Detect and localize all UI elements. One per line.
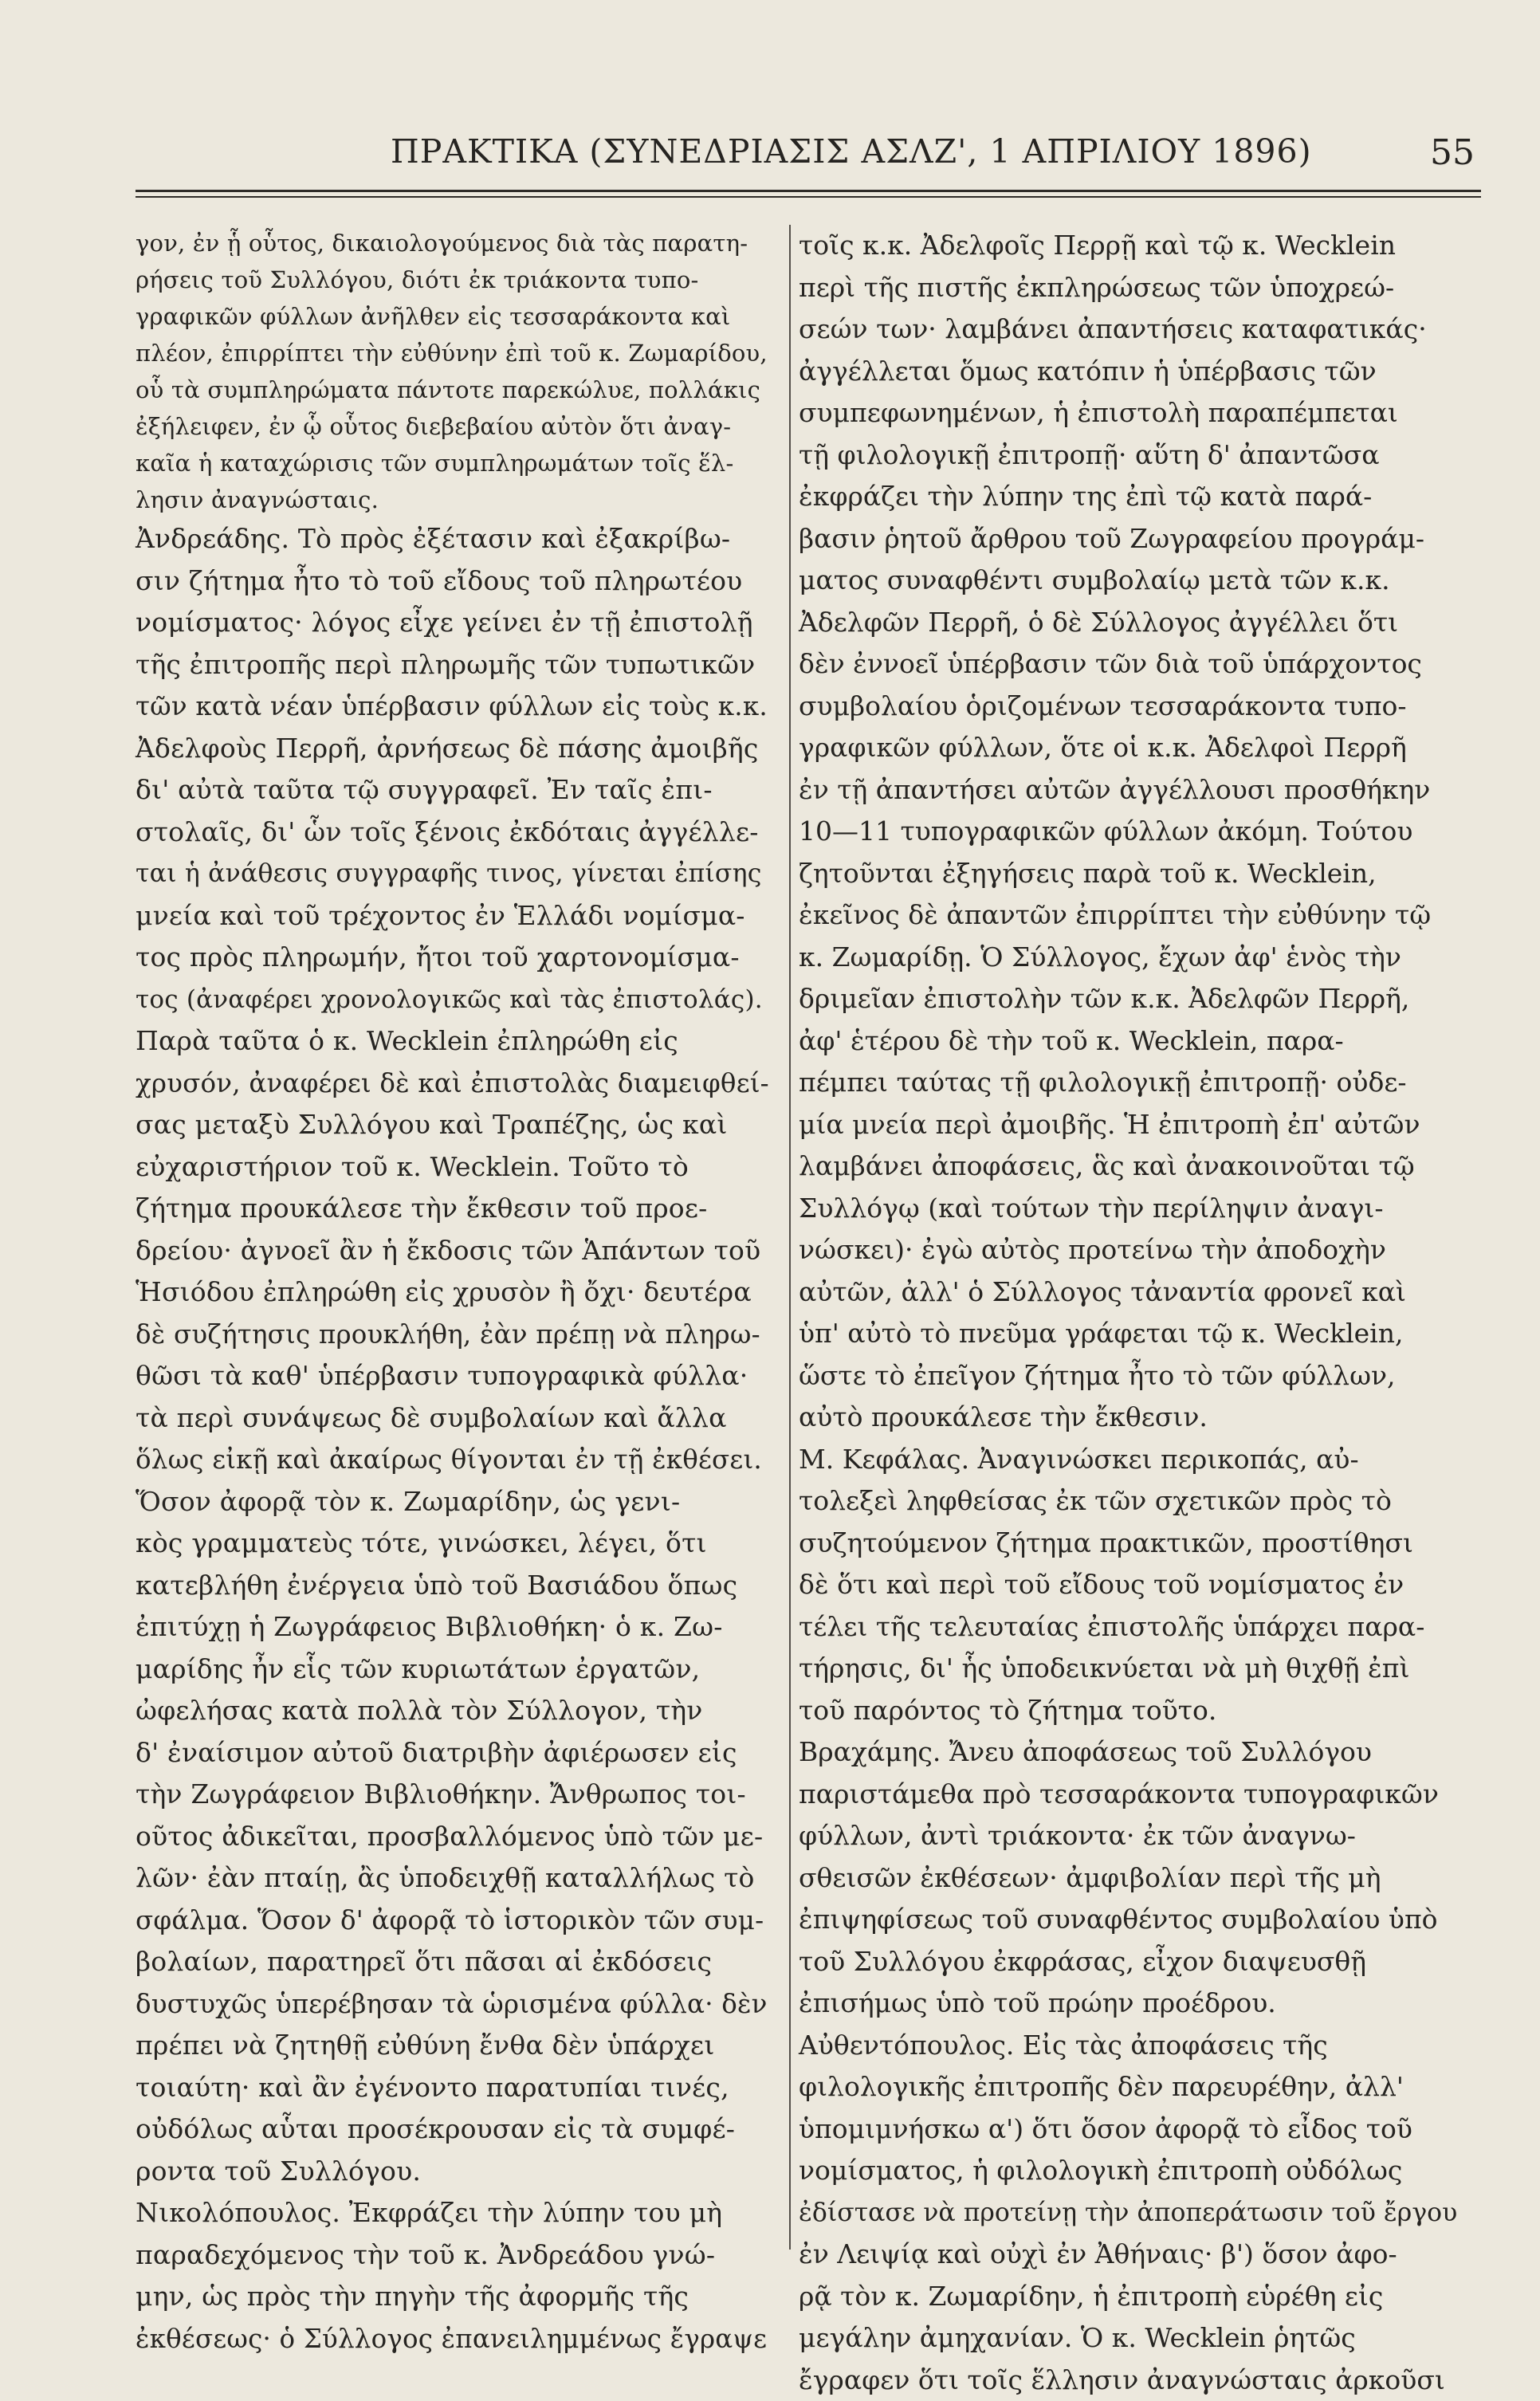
text-line: ται ἡ ἀνάθεσις συγγραφῆς τινος, γίνεται ἐπίσης — [136, 853, 769, 895]
text-line: Βραχάμης. Ἄνευ ἀποφάσεως τοῦ Συλλόγου — [799, 1731, 1460, 1774]
text-line: ἐπιψηφίσεως τοῦ συναφθέντος συμβολαίου ὑπὸ — [799, 1899, 1460, 1941]
text-line: ἐν Λειψίᾳ καὶ οὐχὶ ἐν Ἀθήναις· β') ὅσον ἀφο- — [799, 2234, 1460, 2276]
text-line: ἐκεῖνος δὲ ἀπαντῶν ἐπιρρίπτει τὴν εὐθύνην τῷ — [799, 894, 1460, 937]
text-line: τῶν κατὰ νέαν ὑπέρβασιν φύλλων εἰς τοὺς κ.κ. — [136, 686, 769, 728]
text-line: μην, ὡς πρὸς τὴν πηγὴν τῆς ἀφορμῆς τῆς — [136, 2276, 769, 2318]
text-line: πλέον, ἐπιρρίπτει τὴν εὐθύνην ἐπὶ τοῦ κ. Ζωμαρίδου, — [136, 335, 769, 371]
text-line: ὠφελήσας κατὰ πολλὰ τὸν Σύλλογον, τὴν — [136, 1690, 769, 1732]
text-line: τῇ φιλολογικῇ ἐπιτροπῇ· αὕτη δ' ἀπαντῶσα — [799, 434, 1460, 477]
left-column — [136, 225, 769, 2360]
text-line: νομίσματος· λόγος εἶχε γείνει ἐν τῇ ἐπιστολῇ — [136, 602, 769, 644]
text-line: τοῦ Συλλόγου ἐκφράσας, εἶχον διαψευσθῇ — [799, 1941, 1460, 1983]
text-line: ρήσεις τοῦ Συλλόγου, διότι ἐκ τριάκοντα τυπο- — [136, 261, 769, 298]
header-rule-thin — [136, 196, 1481, 198]
text-line: τολεξεὶ ληφθείσας ἐκ τῶν σχετικῶν πρὸς τὸ — [799, 1480, 1460, 1523]
text-line: ρᾷ τὸν κ. Ζωμαρίδην, ἡ ἐπιτροπὴ εὑρέθη εἰς — [799, 2276, 1460, 2318]
text-line: ἐν τῇ ἀπαντήσει αὐτῶν ἀγγέλλουσι προσθήκην — [799, 769, 1460, 811]
text-line: τὰ περὶ συνάψεως δὲ συμβολαίων καὶ ἄλλα — [136, 1397, 769, 1440]
text-line: λησιν ἀναγνώσταις. — [136, 481, 769, 518]
text-line: Ὅσον ἀφορᾷ τὸν κ. Ζωμαρίδην, ὡς γενι- — [136, 1481, 769, 1523]
text-line: Ἀδελφῶν Περρῆ, ὁ δὲ Σύλλογος ἀγγέλλει ὅτι — [799, 602, 1460, 644]
text-line: ἐκθέσεως· ὁ Σύλλογος ἐπανειλημμένως ἔγραψε — [136, 2318, 769, 2360]
text-line: σεών των· λαμβάνει ἀπαντήσεις καταφατικάς· — [799, 308, 1460, 351]
text-line: ζήτημα προυκάλεσε τὴν ἔκθεσιν τοῦ προε- — [136, 1188, 769, 1230]
header-rule-thick — [136, 190, 1481, 192]
text-line: νομίσματος, ἡ φιλολογικὴ ἐπιτροπὴ οὐδόλως — [799, 2150, 1460, 2192]
text-line: δριμεῖαν ἐπιστολὴν τῶν κ.κ. Ἀδελφῶν Περρῆ, — [799, 978, 1460, 1020]
text-line: φύλλων, ἀντὶ τριάκοντα· ἐκ τῶν ἀναγνω- — [799, 1815, 1460, 1857]
text-line: Συλλόγῳ (καὶ τούτων τὴν περίληψιν ἀναγι- — [799, 1188, 1460, 1230]
text-line: λαμβάνει ἀποφάσεις, ἃς καὶ ἀνακοινοῦται τῷ — [799, 1145, 1460, 1188]
text-line: σθεισῶν ἐκθέσεων· ἀμφιβολίαν περὶ τῆς μὴ — [799, 1857, 1460, 1900]
text-line: τος πρὸς πληρωμήν, ἤτοι τοῦ χαρτονομίσμα- — [136, 937, 769, 979]
text-line: βολαίων, παρατηρεῖ ὅτι πᾶσαι αἱ ἐκδόσεις — [136, 1941, 769, 1983]
text-line: σιν ζήτημα ἦτο τὸ τοῦ εἴδους τοῦ πληρωτέου — [136, 560, 769, 603]
text-line: ἀγγέλλεται ὅμως κατόπιν ἡ ὑπέρβασις τῶν — [799, 351, 1460, 393]
text-line: ζητοῦνται ἐξηγήσεις παρὰ τοῦ κ. Wecklein, — [799, 853, 1460, 895]
text-line: ἀφ' ἑτέρου δὲ τὴν τοῦ κ. Wecklein, παρα- — [799, 1020, 1460, 1063]
text-line: συζητούμενον ζήτημα πρακτικῶν, προστίθησι — [799, 1523, 1460, 1565]
text-line: τοιαύτη· καὶ ἂν ἐγένοντο παρατυπίαι τινές, — [136, 2067, 769, 2109]
text-line: κὸς γραμματεὺς τότε, γινώσκει, λέγει, ὅτι — [136, 1523, 769, 1565]
text-line: παραδεχόμενος τὴν τοῦ κ. Ἀνδρεάδου γνώ- — [136, 2234, 769, 2277]
page-number: 55 — [1430, 132, 1475, 173]
text-line: Νικολόπουλος. Ἐκφράζει τὴν λύπην του μὴ — [136, 2192, 769, 2234]
text-line: δυστυχῶς ὑπερέβησαν τὰ ὡρισμένα φύλλα· δὲν — [136, 1983, 769, 2026]
text-line: ματος συναφθέντι συμβολαίῳ μετὰ τῶν κ.κ. — [799, 560, 1460, 602]
text-line: Αὐθεντόπουλος. Εἰς τὰς ἀποφάσεις τῆς — [799, 2025, 1460, 2067]
text-line: παριστάμεθα πρὸ τεσσαράκοντα τυπογραφικῶν — [799, 1774, 1460, 1816]
text-line: Ἡσιόδου ἐπληρώθη εἰς χρυσὸν ἢ ὄχι· δευτέρα — [136, 1271, 769, 1314]
text-line: βασιν ῥητοῦ ἄρθρου τοῦ Ζωγραφείου προγράμ- — [799, 518, 1460, 560]
text-line: ὑπ' αὐτὸ τὸ πνεῦμα γράφεται τῷ κ. Wecklein, — [799, 1313, 1460, 1355]
text-line: μαρίδης ἦν εἷς τῶν κυριωτάτων ἐργατῶν, — [136, 1648, 769, 1691]
text-line: οὐδόλως αὗται προσέκρουσαν εἰς τὰ συμφέ- — [136, 2108, 769, 2151]
text-line: θῶσι τὰ καθ' ὑπέρβασιν τυπογραφικὰ φύλλα· — [136, 1355, 769, 1397]
text-line: φιλολογικῆς ἐπιτροπῆς δὲν παρευρέθην, ἀλλ' — [799, 2066, 1460, 2108]
right-column — [799, 225, 1460, 2401]
text-line: συμπεφωνημένων, ἡ ἐπιστολὴ παραπέμπεται — [799, 392, 1460, 434]
text-line: ὑπομιμνήσκω α') ὅτι ὅσον ἀφορᾷ τὸ εἶδος τοῦ — [799, 2108, 1460, 2151]
text-line: τοῦ παρόντος τὸ ζήτημα τοῦτο. — [799, 1690, 1460, 1732]
text-line: χρυσόν, ἀναφέρει δὲ καὶ ἐπιστολὰς διαμειφθεί- — [136, 1063, 769, 1105]
text-line: οὗ τὰ συμπληρώματα πάντοτε παρεκώλυε, πολλάκις — [136, 371, 769, 408]
text-line: δὲν ἐννοεῖ ὑπέρβασιν τῶν διὰ τοῦ ὑπάρχοντος — [799, 643, 1460, 686]
text-line: μνεία καὶ τοῦ τρέχοντος ἐν Ἑλλάδι νομίσμα- — [136, 895, 769, 937]
text-line: αὐτῶν, ἀλλ' ὁ Σύλλογος τἀναντία φρονεῖ καὶ — [799, 1271, 1460, 1314]
text-line: σας μεταξὺ Συλλόγου καὶ Τραπέζης, ὡς καὶ — [136, 1104, 769, 1146]
text-line: συμβολαίου ὁριζομένων τεσσαράκοντα τυπο- — [799, 686, 1460, 728]
text-line: ροντα τοῦ Συλλόγου. — [136, 2151, 769, 2193]
text-line: μεγάλην ἀμηχανίαν. Ὁ κ. Wecklein ῥητῶς — [799, 2317, 1460, 2360]
text-line: πέμπει ταύτας τῇ φιλολογικῇ ἐπιτροπῇ· οὐδε- — [799, 1062, 1460, 1104]
text-line: Μ. Κεφάλας. Ἀναγινώσκει περικοπάς, αὐ- — [799, 1439, 1460, 1481]
text-line: ὅλως εἰκῇ καὶ ἀκαίρως θίγονται ἐν τῇ ἐκθέσει. — [136, 1439, 769, 1481]
text-line: ὥστε τὸ ἐπεῖγον ζήτημα ἦτο τὸ τῶν φύλλων, — [799, 1355, 1460, 1397]
text-line: Ἀνδρεάδης. Τὸ πρὸς ἐξέτασιν καὶ ἐξακρίβω- — [136, 518, 769, 560]
text-line: δ' ἐναίσιμον αὐτοῦ διατριβὴν ἀφιέρωσεν εἰς — [136, 1732, 769, 1774]
column-divider — [789, 225, 791, 2250]
text-line: Παρὰ ταῦτα ὁ κ. Wecklein ἐπληρώθη εἰς — [136, 1020, 769, 1063]
text-line: ἔγραφεν ὅτι τοῖς ἕλλησιν ἀναγνώσταις ἀρκοῦσι — [799, 2360, 1460, 2401]
text-line: δὲ συζήτησις προυκλήθη, ἐὰν πρέπῃ νὰ πληρω- — [136, 1314, 769, 1356]
text-line: ἐξήλειφεν, ἐν ᾧ οὗτος διεβεβαίου αὐτὸν ὅτι ἀναγ- — [136, 408, 769, 445]
text-line: Ἀδελφοὺς Περρῆ, ἀρνήσεως δὲ πάσης ἀμοιβῆς — [136, 728, 769, 770]
text-line: κατεβλήθη ἐνέργεια ὑπὸ τοῦ Βασιάδου ὅπως — [136, 1565, 769, 1607]
text-line: δρείου· ἀγνοεῖ ἂν ἡ ἔκδοσις τῶν Ἁπάντων τοῦ — [136, 1230, 769, 1272]
text-line: γον, ἐν ᾗ οὗτος, δικαιολογούμενος διὰ τὰς παρατη- — [136, 225, 769, 261]
page-header — [136, 129, 1475, 185]
text-line: μία μνεία περὶ ἀμοιβῆς. Ἡ ἐπιτροπὴ ἐπ' αὐτῶν — [799, 1104, 1460, 1146]
text-line: αὐτὸ προυκάλεσε τὴν ἔκθεσιν. — [799, 1397, 1460, 1439]
text-line: ἐπισήμως ὑπὸ τοῦ πρώην προέδρου. — [799, 1982, 1460, 2025]
text-line: τοῖς κ.κ. Ἀδελφοῖς Περρῇ καὶ τῷ κ. Wecklein — [799, 225, 1460, 267]
text-line: κ. Ζωμαρίδῃ. Ὁ Σύλλογος, ἔχων ἀφ' ἑνὸς τὴν — [799, 937, 1460, 979]
text-line: στολαῖς, δι' ὧν τοῖς ξένοις ἐκδόταις ἀγγέλλε- — [136, 811, 769, 854]
text-line: τὴν Ζωγράφειον Βιβλιοθήκην. Ἄνθρωπος τοι- — [136, 1774, 769, 1816]
text-line: εὐχαριστήριον τοῦ κ. Wecklein. Τοῦτο τὸ — [136, 1146, 769, 1189]
text-line: τέλει τῆς τελευταίας ἐπιστολῆς ὑπάρχει παρα- — [799, 1606, 1460, 1648]
text-line: τήρησις, δι' ἧς ὑποδεικνύεται νὰ μὴ θιχθῇ ἐπὶ — [799, 1648, 1460, 1690]
text-line: δὲ ὅτι καὶ περὶ τοῦ εἴδους τοῦ νομίσματος ἐν — [799, 1564, 1460, 1606]
text-line: τῆς ἐπιτροπῆς περὶ πληρωμῆς τῶν τυπωτικῶν — [136, 644, 769, 686]
text-line: ἐδίστασε νὰ προτείνῃ τὴν ἀποπεράτωσιν τοῦ ἔργου — [799, 2192, 1460, 2234]
text-line: σφάλμα. Ὅσον δ' ἀφορᾷ τὸ ἱστορικὸν τῶν συμ- — [136, 1900, 769, 1942]
text-line: καῖα ἡ καταχώρισις τῶν συμπληρωμάτων τοῖς ἕλ- — [136, 445, 769, 481]
text-line: γραφικῶν φύλλων, ὅτε οἱ κ.κ. Ἀδελφοὶ Περρῆ — [799, 727, 1460, 769]
text-line: νώσκει)· ἐγὼ αὐτὸς προτείνω τὴν ἀποδοχὴν — [799, 1229, 1460, 1271]
text-line: οῦτος ἀδικεῖται, προσβαλλόμενος ὑπὸ τῶν με- — [136, 1816, 769, 1858]
text-line: ἐκφράζει τὴν λύπην της ἐπὶ τῷ κατὰ παρά- — [799, 476, 1460, 518]
text-line: δι' αὐτὰ ταῦτα τῷ συγγραφεῖ. Ἐν ταῖς ἐπι- — [136, 769, 769, 811]
text-line: πρέπει νὰ ζητηθῇ εὐθύνη ἔνθα δὲν ὑπάρχει — [136, 2025, 769, 2067]
text-line: περὶ τῆς πιστῆς ἐκπληρώσεως τῶν ὑποχρεώ- — [799, 267, 1460, 309]
text-line: 10—11 τυπογραφικῶν φύλλων ἀκόμη. Τούτου — [799, 811, 1460, 853]
text-line: τος (ἀναφέρει χρονολογικῶς καὶ τὰς ἐπιστολάς). — [136, 979, 769, 1021]
text-line: γραφικῶν φύλλων ἀνῆλθεν εἰς τεσσαράκοντα καὶ — [136, 298, 769, 335]
text-line: ἐπιτύχῃ ἡ Ζωγράφειος Βιβλιοθήκη· ὁ κ. Ζω- — [136, 1606, 769, 1648]
running-head: ΠΡΑΚΤΙΚΑ (ΣΥΝΕΔΡΙΑΣΙΣ ΑΣΛΖ', 1 ΑΠΡΙΛΙΟΥ 1896) — [391, 132, 1312, 171]
text-line: λῶν· ἐὰν πταίῃ, ἂς ὑποδειχθῇ καταλλήλως τὸ — [136, 1857, 769, 1900]
